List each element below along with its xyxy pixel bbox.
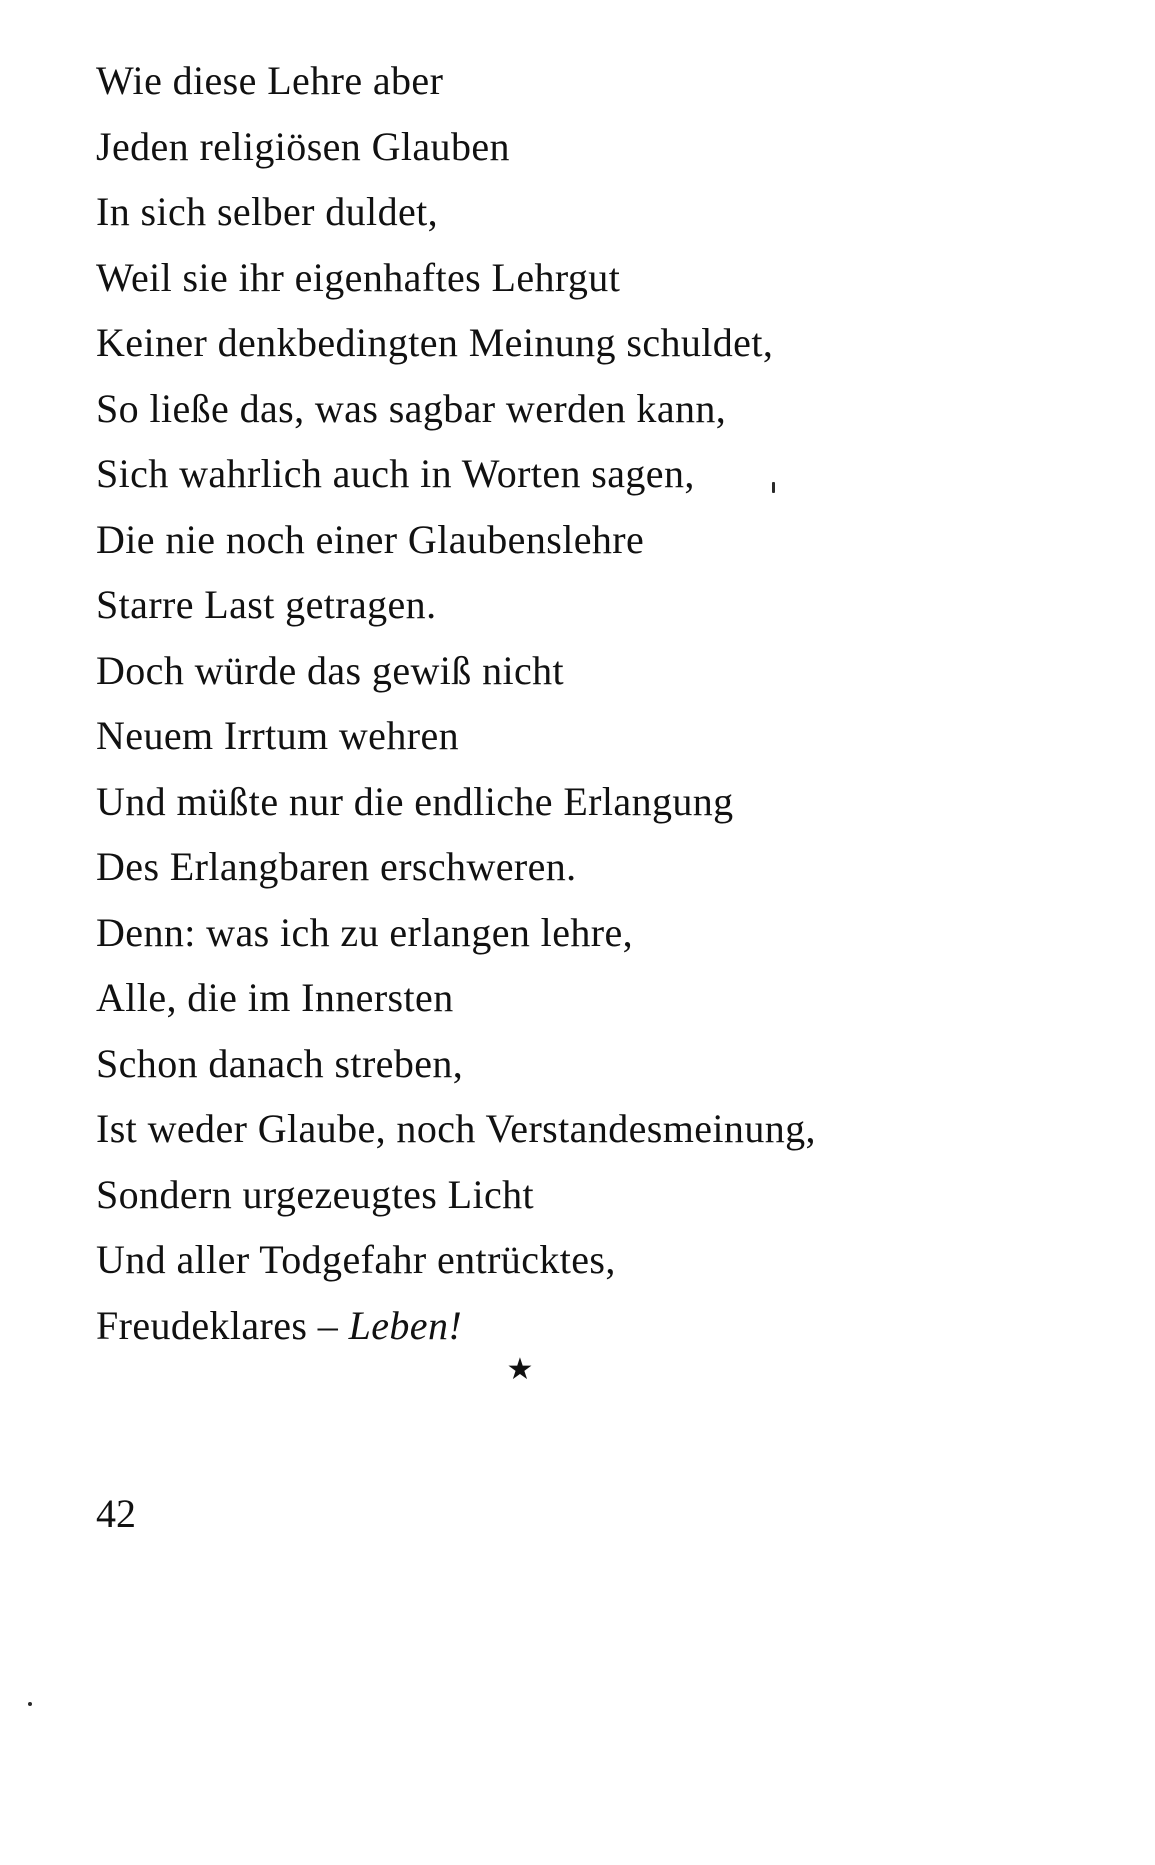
- poem-line: Weil sie ihr eigenhaftes Lehrgut: [96, 254, 621, 300]
- poem-line: Neuem Irrtum wehren: [96, 713, 460, 758]
- poem-line-final-emphasis: Leben!: [348, 1302, 463, 1348]
- poem-line: In sich selber duldet,: [96, 189, 439, 234]
- poem-line: Schon danach streben,: [96, 1040, 464, 1086]
- poem-line: Sondern urgezeugtes Licht: [96, 1171, 535, 1217]
- poem-line-final: [96, 1293, 1056, 1359]
- scan-speck: [772, 482, 775, 493]
- poem-line: Wie diese Lehre aber: [96, 58, 444, 103]
- scan-speck: [28, 1702, 32, 1706]
- poem-line: Des Erlangbaren erschweren.: [96, 844, 577, 889]
- page-number: 42: [96, 1491, 136, 1536]
- poem-line: Doch würde das gewiß nicht: [96, 647, 565, 693]
- poem-line: So ließe das, was sagbar werden kann,: [96, 385, 727, 431]
- poem-line-final-prefix: Freudeklares –: [96, 1302, 349, 1348]
- poem-body: [96, 48, 1056, 1358]
- poem-line: Ist weder Glaube, noch Verstandesmeinung,: [96, 1106, 816, 1151]
- poem-line: Sich wahrlich auch in Worten sagen,: [96, 451, 695, 496]
- poem-line: Keiner denkbedingten Meinung schuldet,: [96, 320, 774, 365]
- poem-line: Und aller Todgefahr entrücktes,: [96, 1237, 616, 1282]
- poem-line: Und müßte nur die endliche Erlangung: [96, 778, 734, 824]
- poem-line: Jeden religiösen Glauben: [96, 123, 510, 169]
- poem-line: Denn: was ich zu erlangen lehre,: [96, 909, 634, 955]
- poem-line: Die nie noch einer Glaubenslehre: [96, 516, 645, 562]
- poem-line: Alle, die im Innersten: [96, 975, 454, 1020]
- section-ornament-star-icon: ★: [506, 1353, 534, 1386]
- poem-line: Starre Last getragen.: [96, 582, 437, 627]
